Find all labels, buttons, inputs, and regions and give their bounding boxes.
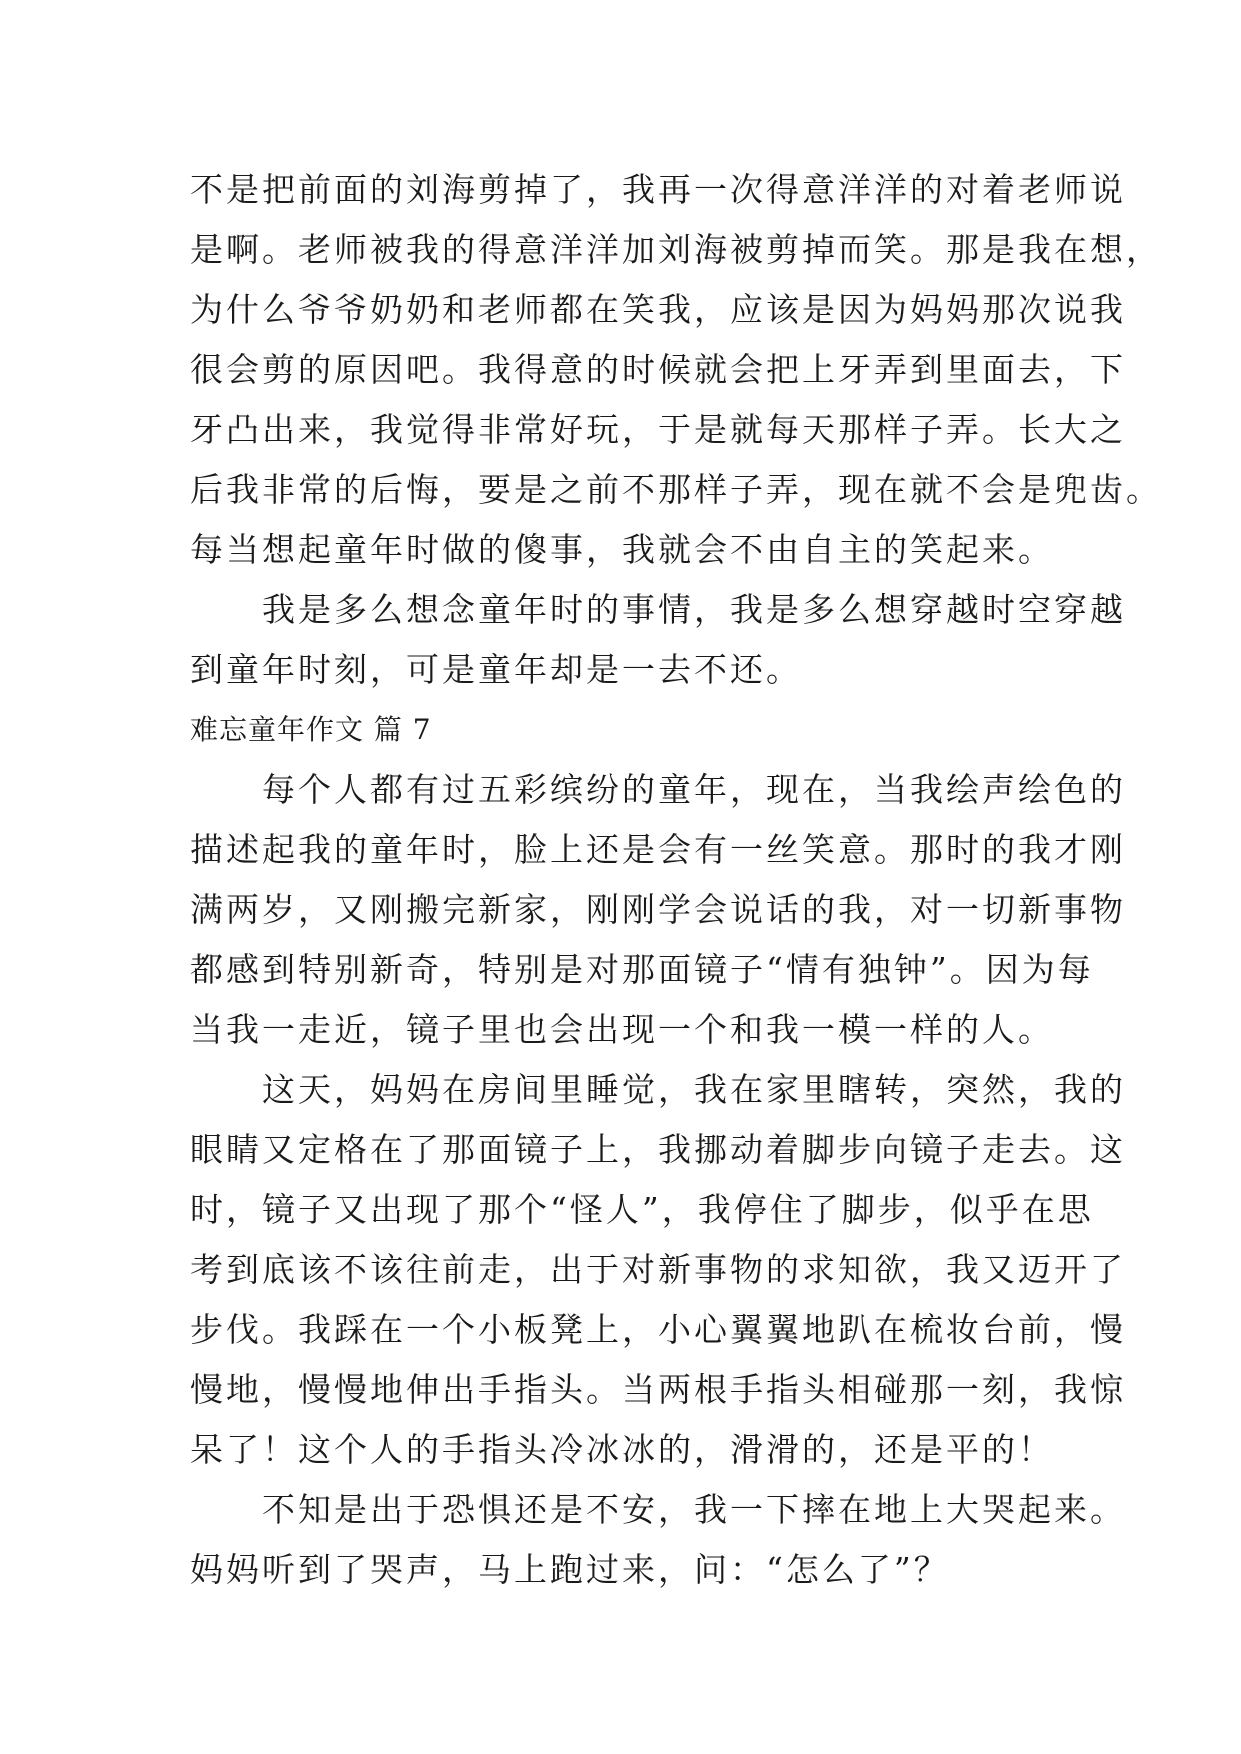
text-line: 每个人都有过五彩缤纷的童年，现在，当我绘声绘色的	[190, 770, 1126, 809]
text-line: 步伐。我踩在一个小板凳上，小心翼翼地趴在梳妆台前，慢	[190, 1310, 1126, 1349]
section-heading	[190, 700, 1070, 760]
text-line: 妈妈听到了哭声，马上跑过来，问：“怎么了”？	[190, 1550, 950, 1589]
text-line: 呆了！这个人的手指头冷冰冰的，滑滑的，还是平的！	[190, 1430, 1054, 1469]
text-line: 不是把前面的刘海剪掉了，我再一次得意洋洋的对着老师说	[190, 170, 1126, 209]
document-body	[190, 160, 1162, 1600]
text-line: 当我一走近，镜子里也会出现一个和我一模一样的人。	[190, 1010, 1054, 1049]
text-line: 牙凸出来，我觉得非常好玩，于是就每天那样子弄。长大之	[190, 410, 1126, 449]
paragraph	[190, 1060, 1126, 1480]
paragraph	[190, 760, 1126, 1060]
text-line: 不知是出于恐惧还是不安，我一下摔在地上大哭起来。	[190, 1490, 1126, 1529]
text-line: 都感到特别新奇，特别是对那面镜子“情有独钟”。因为每	[190, 950, 1094, 989]
paragraph	[190, 160, 1162, 580]
text-line: 到童年时刻，可是童年却是一去不还。	[190, 650, 802, 689]
heading-text: 难忘童年作文 篇 7	[190, 713, 432, 746]
text-line: 我是多么想念童年时的事情，我是多么想穿越时空穿越	[190, 590, 1126, 629]
text-line: 是啊。老师被我的得意洋洋加刘海被剪掉而笑。那是我在想，	[190, 230, 1162, 269]
text-line: 慢地，慢慢地伸出手指头。当两根手指头相碰那一刻，我惊	[190, 1370, 1126, 1409]
text-line: 考到底该不该往前走，出于对新事物的求知欲，我又迈开了	[190, 1250, 1126, 1289]
paragraph	[190, 580, 1126, 700]
text-line: 满两岁，又刚搬完新家，刚刚学会说话的我，对一切新事物	[190, 890, 1126, 929]
paragraph	[190, 1480, 1126, 1600]
text-line: 时，镜子又出现了那个“怪人”，我停住了脚步，似乎在思	[190, 1190, 1094, 1229]
text-line: 后我非常的后悔，要是之前不那样子弄，现在就不会是兜齿。	[190, 470, 1162, 509]
text-line: 描述起我的童年时，脸上还是会有一丝笑意。那时的我才刚	[190, 830, 1126, 869]
text-line: 为什么爷爷奶奶和老师都在笑我，应该是因为妈妈那次说我	[190, 290, 1126, 329]
text-line: 眼睛又定格在了那面镜子上，我挪动着脚步向镜子走去。这	[190, 1130, 1126, 1169]
text-line: 这天，妈妈在房间里睡觉，我在家里瞎转，突然，我的	[190, 1070, 1126, 1109]
text-line: 很会剪的原因吧。我得意的时候就会把上牙弄到里面去，下	[190, 350, 1126, 389]
text-line: 每当想起童年时做的傻事，我就会不由自主的笑起来。	[190, 530, 1054, 569]
